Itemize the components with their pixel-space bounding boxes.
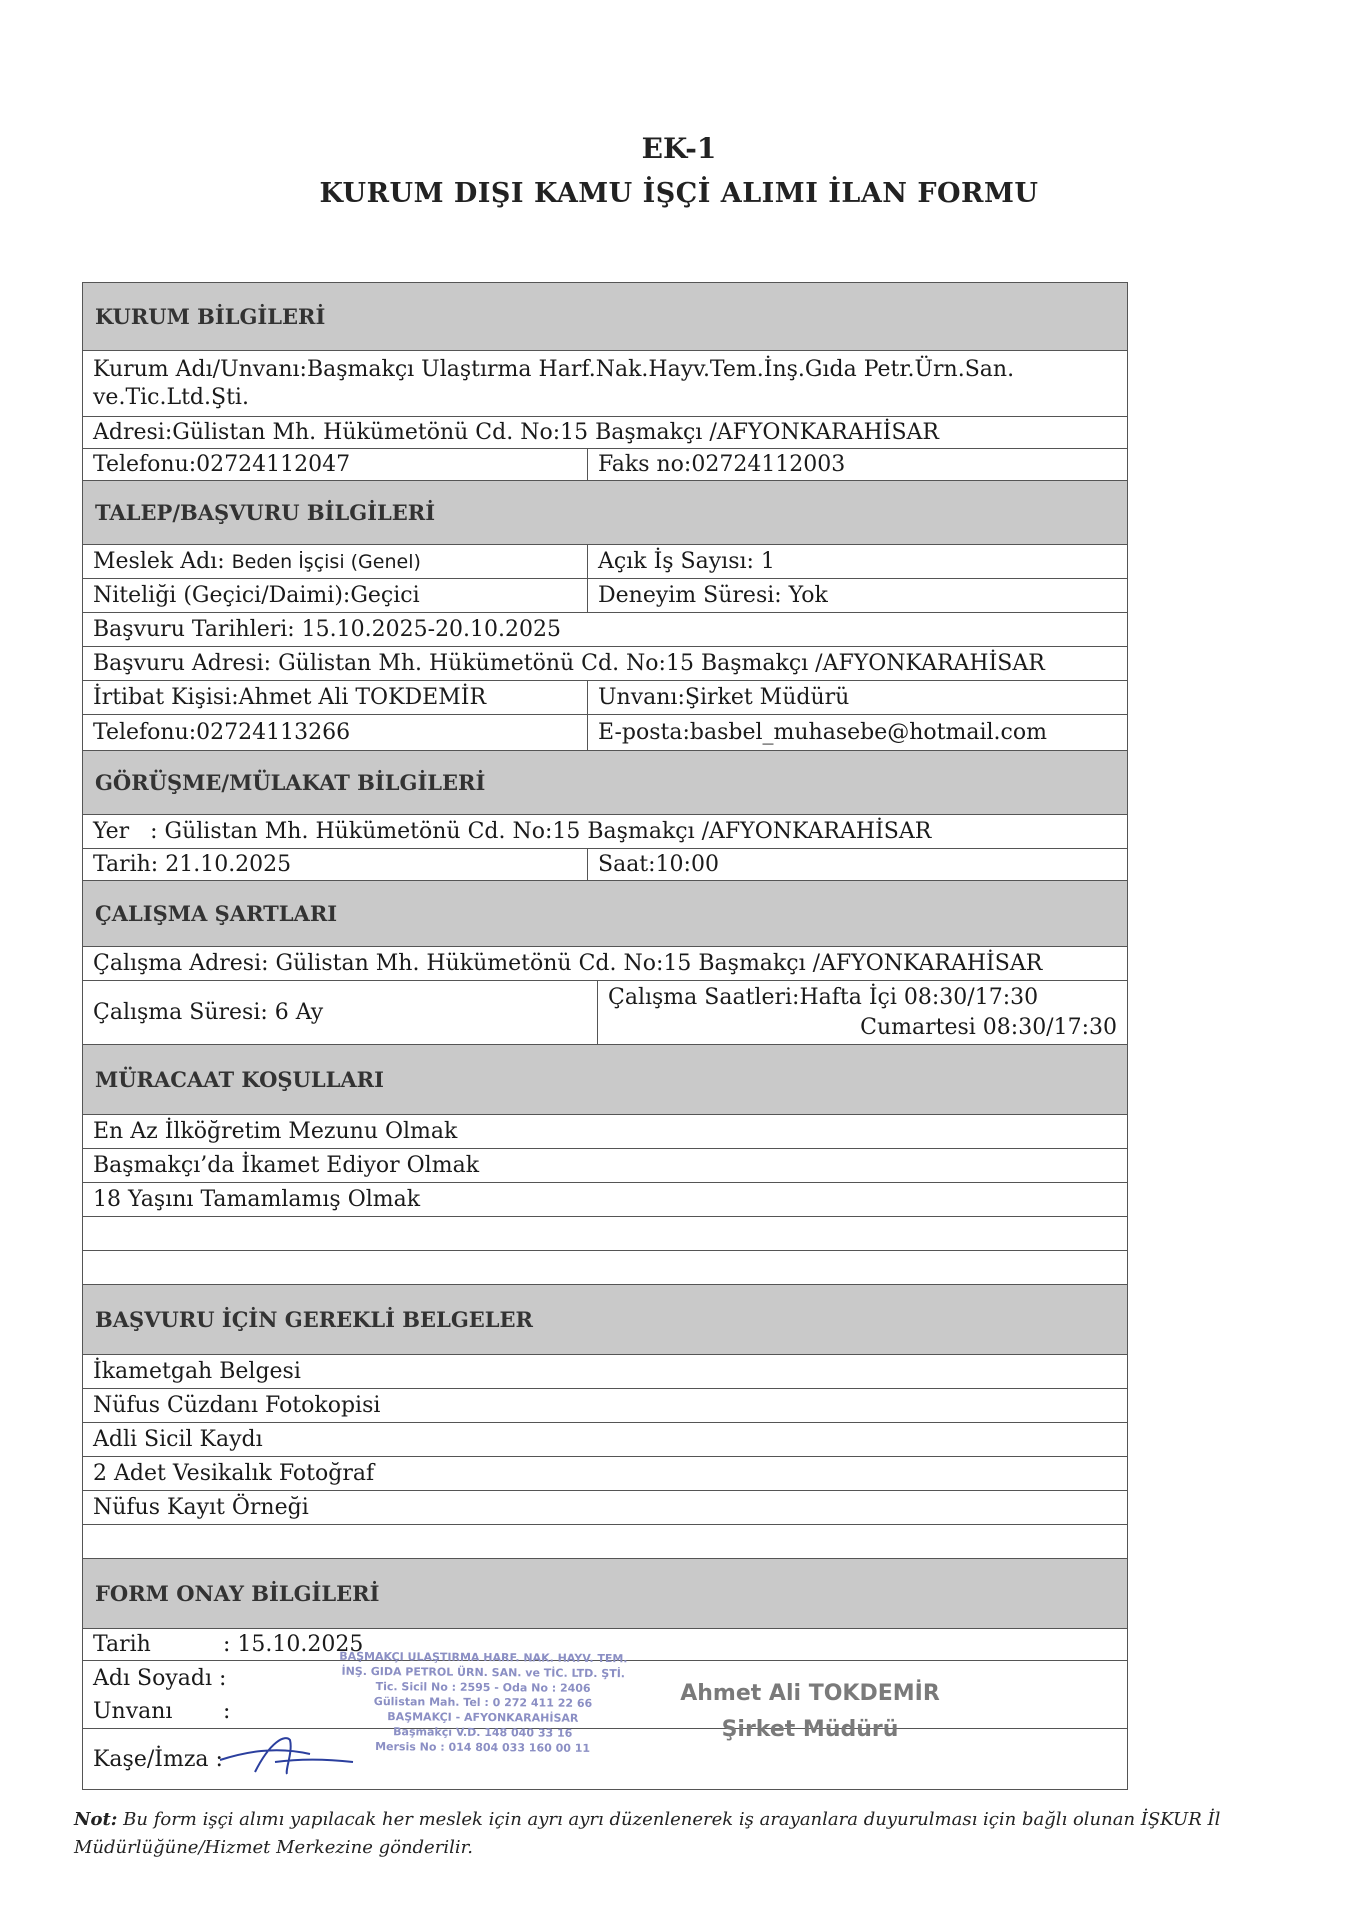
muracaat-item-row [83, 1183, 1127, 1217]
meslek-label: Meslek Adı: [93, 549, 225, 574]
stamp-line: İNŞ. GIDA PETROL ÜRN. SAN. ve TİC. LTD. ŞTİ. [341, 1664, 626, 1681]
section-belgeler-header: BAŞVURU İÇİN GEREKLİ BELGELER [83, 1285, 1127, 1355]
onay-tarih-value: : 15.10.2025 [223, 1632, 364, 1657]
calisma-saatler-line2: Cumartesi 08:30/17:30 [860, 1014, 1117, 1040]
muracaat-item-row [83, 1115, 1127, 1149]
kurum-name: Kurum Adı/Unvanı:Başmakçı Ulaştırma Harf.Nak.Hayv.Tem.İnş.Gıda Petr.Ürn.San. ve.Tic.Ltd.Şti. [93, 356, 1015, 410]
onay-unvan-label: Unvanı [93, 1699, 173, 1724]
company-stamp [318, 1649, 649, 1757]
talep-eposta: E-posta:basbel_muhasebe@hotmail.com [598, 720, 1047, 745]
empty-cell [83, 1217, 1127, 1250]
belge-item: Nüfus Kayıt Örneği [93, 1495, 309, 1520]
muracaat-item: 18 Yaşını Tamamlamış Olmak [93, 1187, 421, 1212]
belge-empty-row [83, 1525, 1127, 1559]
stamp-line: Gülistan Mah. Tel : 0 272 411 22 66 [373, 1695, 593, 1710]
talep-tarihler: Başvuru Tarihleri: 15.10.2025-20.10.2025 [93, 617, 562, 642]
muracaat-empty-row [83, 1217, 1127, 1251]
onay-tarih-label: Tarih [93, 1632, 151, 1657]
gorusme-yer-row [83, 815, 1127, 849]
stamp-line: Mersis No : 014 804 033 160 00 11 [375, 1740, 591, 1755]
belge-item: Nüfus Cüzdanı Fotokopisi [93, 1393, 381, 1418]
talep-telefon-row [83, 715, 1127, 751]
kurum-fax: Faks no:02724112003 [598, 452, 846, 477]
signer-block [680, 1676, 940, 1748]
muracaat-item: Başmakçı’da İkamet Ediyor Olmak [93, 1153, 480, 1178]
talep-nitelik-row [83, 579, 1127, 613]
meslek-value: Beden İşçisi (Genel) [231, 550, 421, 573]
section-talep-header: TALEP/BAŞVURU BİLGİLERİ [83, 481, 1127, 545]
belge-item: İkametgah Belgesi [93, 1359, 301, 1384]
calisma-saatler-line1: Çalışma Saatleri:Hafta İçi 08:30/17:30 [608, 984, 1039, 1010]
belge-row [83, 1457, 1127, 1491]
document-title: KURUM DIŞI KAMU İŞÇİ ALIMI İLAN FORMU [319, 178, 1039, 209]
gorusme-tarih-row [83, 849, 1127, 881]
talep-tarihler-row [83, 613, 1127, 647]
stamp-line: BAŞMAKÇI - AFYONKARAHİSAR [387, 1710, 579, 1725]
belge-row [83, 1389, 1127, 1423]
section-onay-header: FORM ONAY BİLGİLERİ [83, 1559, 1127, 1629]
talep-unvan: Unvanı:Şirket Müdürü [598, 685, 850, 710]
gorusme-tarih: Tarih: 21.10.2025 [83, 849, 588, 880]
note-text: Bu form işçi alımı yapılacak her meslek için ayrı ayrı düzenlenerek iş arayanlara duyurulması için bağlı olunan İŞKUR İl Müdürlüğüne/Hizmet Merkezine gönderilir. [74, 1809, 1221, 1858]
talep-acik-is: Açık İş Sayısı: 1 [598, 549, 775, 574]
talep-niteligi: Niteliği (Geçici/Daimi):Geçici [83, 579, 588, 612]
onay-adsoyad: Adı Soyadı : [93, 1665, 227, 1691]
stamp-line: Tic. Sicil No : 2595 - Oda No : 2406 [375, 1680, 591, 1695]
talep-adres: Başvuru Adresi: Gülistan Mh. Hükümetönü Cd. No:15 Başmakçı /AFYONKARAHİSAR [93, 651, 1045, 676]
talep-meslek [83, 545, 588, 578]
muracaat-empty-row [83, 1251, 1127, 1285]
belge-row [83, 1355, 1127, 1389]
muracaat-item: En Az İlköğretim Mezunu Olmak [93, 1119, 458, 1144]
kurum-address-row [83, 417, 1127, 449]
empty-cell [83, 1525, 1127, 1558]
stamp-line: BAŞMAKÇI ULAŞTIRMA HARF. NAK. HAYV. TEM. [339, 1649, 628, 1666]
calisma-adres-row [83, 947, 1127, 981]
gorusme-saat: Saat:10:00 [598, 852, 719, 877]
talep-adres-row [83, 647, 1127, 681]
muracaat-item-row [83, 1149, 1127, 1183]
kurum-name-row [83, 351, 1127, 417]
belge-item: 2 Adet Vesikalık Fotoğraf [93, 1461, 375, 1486]
gorusme-yer: Yer : Gülistan Mh. Hükümetönü Cd. No:15 Başmakçı /AFYONKARAHİSAR [93, 819, 932, 844]
kurum-phone-row [83, 449, 1127, 481]
footer-note [74, 1806, 1274, 1862]
section-gorusme-header: GÖRÜŞME/MÜLAKAT BİLGİLERİ [83, 751, 1127, 815]
signer-title: Şirket Müdürü [721, 1717, 899, 1742]
note-label: Not: [74, 1809, 118, 1830]
belge-row [83, 1423, 1127, 1457]
document-code: EK-1 [641, 132, 717, 165]
section-muracaat-header: MÜRACAAT KOŞULLARI [83, 1045, 1127, 1115]
form-table [82, 282, 1128, 1790]
talep-irtibat: İrtibat Kişisi:Ahmet Ali TOKDEMİR [83, 681, 588, 714]
talep-irtibat-row [83, 681, 1127, 715]
section-calisma-header: ÇALIŞMA ŞARTLARI [83, 881, 1127, 947]
talep-meslek-row [83, 545, 1127, 579]
signature-icon [215, 1732, 355, 1780]
kurum-phone: Telefonu:02724112047 [83, 449, 588, 480]
empty-cell [83, 1251, 1127, 1284]
onay-unvan-colon: : [223, 1699, 231, 1724]
belge-item: Adli Sicil Kaydı [93, 1427, 263, 1452]
belge-row [83, 1491, 1127, 1525]
calisma-adres: Çalışma Adresi: Gülistan Mh. Hükümetönü Cd. No:15 Başmakçı /AFYONKARAHİSAR [93, 951, 1043, 976]
section-kurum-header: KURUM BİLGİLERİ [83, 283, 1127, 351]
onay-kase: Kaşe/İmza : [93, 1746, 223, 1772]
calisma-saatler [598, 981, 1127, 1044]
stamp-line: Başmakçı V.D. 148 040 33 16 [393, 1725, 573, 1740]
calisma-sure-row [83, 981, 1127, 1045]
talep-telefon: Telefonu:02724113266 [83, 715, 588, 750]
talep-deneyim: Deneyim Süresi: Yok [598, 583, 828, 608]
signer-name: Ahmet Ali TOKDEMİR [680, 1681, 940, 1706]
kurum-address: Adresi:Gülistan Mh. Hükümetönü Cd. No:15 Başmakçı /AFYONKARAHİSAR [93, 420, 939, 445]
calisma-sure: Çalışma Süresi: 6 Ay [83, 981, 598, 1044]
